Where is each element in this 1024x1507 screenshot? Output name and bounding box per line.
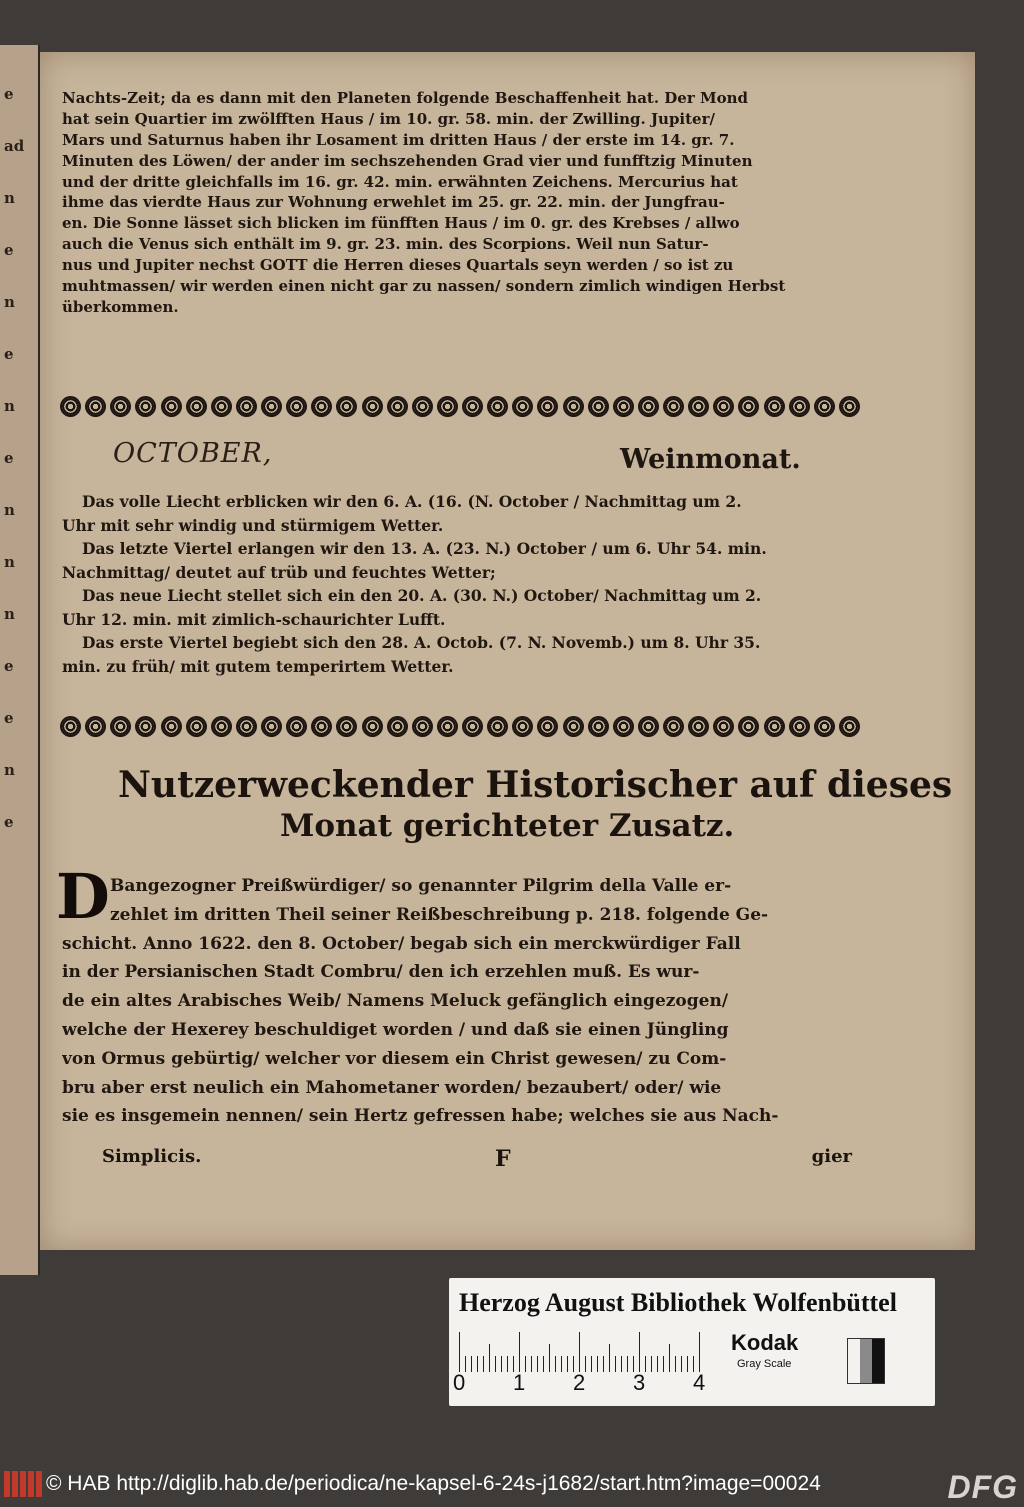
text-line: de ein altes Arabisches Weib/ Namens Meluck gefänglich eingezogen/ [62, 991, 729, 1012]
rosette-ornament-icon [313, 398, 330, 415]
text-line: sie es insgemein nennen/ sein Hertz gefressen habe; welches sie aus Nach- [62, 1106, 779, 1127]
adjacent-page-text-fragment: e [4, 241, 14, 259]
ruler-tick [579, 1332, 580, 1372]
rosette-ornament-icon [766, 398, 783, 415]
rosette-ornament-icon [464, 398, 481, 415]
text-line: auch die Venus sich enthält im 9. gr. 23. min. des Scorpions. Weil nun Satur- [62, 235, 709, 254]
rosette-ornament-icon [539, 718, 556, 735]
rosette-ornament-icon [163, 718, 180, 735]
adjacent-page-text-fragment: n [4, 397, 15, 415]
text-line: Uhr 12. min. mit zimlich-schaurichter Lufft. [62, 609, 446, 629]
rosette-ornament-icon [263, 718, 280, 735]
text-line: Das volle Liecht erblicken wir den 6. A. (16. (N. October / Nachmittag um 2. [82, 492, 742, 511]
text-line: von Ormus gebürtig/ welcher vor diesem ein Christ gewesen/ zu Com- [62, 1048, 727, 1069]
text-line: Bangezogner Preißwürdiger/ so genannter Pilgrim della Valle er- [110, 876, 732, 896]
rosette-ornament-icon [338, 398, 355, 415]
text-line: hat sein Quartier im zwölfften Haus / im 10. gr. 58. min. der Zwilling. Jupiter/ [62, 109, 715, 128]
text-line: bru aber erst neulich ein Mahometaner worden/ bezaubert/ oder/ wie [62, 1077, 722, 1098]
rosette-ornament-icon [489, 398, 506, 415]
text-line: ihme das vierdte Haus zur Wohnung erwehlet im 25. gr. 22. min. der Jungfrau- [62, 193, 725, 212]
month-title-latin: OCTOBER, [113, 438, 273, 469]
rosette-ornament-icon [640, 718, 657, 735]
adjacent-page-text-fragment: e [4, 709, 14, 727]
text-line: Das erste Viertel begiebt sich den 28. A. Octob. (7. N. Novemb.) um 8. Uhr 35. [82, 633, 761, 652]
ornament-divider [62, 711, 858, 741]
ruler-tick [519, 1332, 520, 1372]
text-line: in der Persianischen Stadt Combru/ den ich erzehlen muß. Es wur- [62, 962, 700, 983]
paragraph-moon-phases [62, 490, 874, 678]
rosette-ornament-icon [665, 398, 682, 415]
rosette-ornament-icon [62, 718, 79, 735]
catchword-left: Simplicis. [102, 1146, 202, 1167]
rosette-ornament-icon [740, 398, 757, 415]
drop-cap: D [56, 860, 110, 933]
rosette-ornament-icon [364, 398, 381, 415]
adjacent-page-text-fragment: e [4, 345, 14, 363]
rosette-ornament-icon [188, 398, 205, 415]
text-line: schicht. Anno 1622. den 8. October/ begab sich ein merckwürdiger Fall [62, 933, 741, 954]
rosette-ornament-icon [464, 718, 481, 735]
rosette-ornament-icon [740, 718, 757, 735]
rosette-ornament-icon [188, 718, 205, 735]
rosette-ornament-icon [414, 718, 431, 735]
rosette-ornament-icon [715, 398, 732, 415]
text-line: welche der Hexerey beschuldiget worden / und daß sie einen Jüngling [62, 1019, 729, 1040]
ruler-tick [639, 1332, 640, 1372]
text-line: en. Die Sonne lässet sich blicken im fünfften Haus / im 0. gr. des Krebses / allwo [62, 214, 740, 233]
rosette-ornament-icon [439, 718, 456, 735]
rosette-ornament-icon [690, 398, 707, 415]
ruler-numbers [453, 1370, 723, 1396]
adjacent-page-edge [0, 45, 40, 1275]
adjacent-page-text-fragment: ad [4, 137, 25, 155]
adjacent-page-text-fragment: n [4, 189, 15, 207]
measurement-ruler [459, 1330, 709, 1372]
text-line: min. zu früh/ mit gutem temperirtem Wetter. [62, 656, 454, 676]
rosette-ornament-icon [615, 398, 632, 415]
text-line: Das neue Liecht stellet sich ein den 20. A. (30. N.) October/ Nachmittag um 2. [82, 586, 762, 605]
month-title-german: Weinmonat. [620, 444, 801, 475]
text-line: muhtmassen/ wir werden einen nicht gar zu nassen/ sondern zimlich windigen Herbst [62, 277, 786, 296]
library-color-card [449, 1278, 935, 1406]
rosette-ornament-icon [389, 718, 406, 735]
rosette-ornament-icon [112, 398, 129, 415]
text-line: Minuten des Löwen/ der ander im sechszehenden Grad vier und funfftzig Minuten [62, 151, 753, 170]
ruler-tick [699, 1332, 700, 1372]
rosette-ornament-icon [213, 718, 230, 735]
viewer-footer-bar [0, 1467, 1024, 1507]
rosette-ornament-icon [841, 398, 858, 415]
gray-scale-label: Gray Scale [737, 1358, 792, 1370]
rosette-ornament-icon [514, 718, 531, 735]
text-line: und der dritte gleichfalls im 16. gr. 42. min. erwähnten Zeichens. Mercurius hat [62, 172, 738, 191]
adjacent-page-text-fragment: n [4, 293, 15, 311]
rosette-ornament-icon [791, 398, 808, 415]
rosette-ornament-icon [766, 718, 783, 735]
text-line: nus und Jupiter nechst GOTT die Herren dieses Quartals seyn werden / so ist zu [62, 256, 734, 275]
rosette-ornament-icon [163, 398, 180, 415]
rosette-ornament-icon [590, 718, 607, 735]
rosette-ornament-icon [263, 398, 280, 415]
rosette-ornament-icon [565, 718, 582, 735]
rosette-ornament-icon [640, 398, 657, 415]
adjacent-page-text-fragment: n [4, 501, 15, 519]
rosette-ornament-icon [137, 718, 154, 735]
adjacent-page-text-fragment: e [4, 657, 14, 675]
rosette-ornament-icon [514, 398, 531, 415]
ruler-tick [489, 1344, 490, 1372]
paragraph-history [62, 872, 874, 1131]
text-line: Nachmittag/ deutet auf trüb und feuchtes Wetter; [62, 562, 496, 582]
ruler-tick [459, 1332, 460, 1372]
rosette-ornament-icon [288, 398, 305, 415]
rosette-ornament-icon [489, 718, 506, 735]
adjacent-page-text-fragment: e [4, 449, 14, 467]
adjacent-page-text-fragment: e [4, 85, 14, 103]
rosette-ornament-icon [338, 718, 355, 735]
text-line: Das letzte Viertel erlangen wir den 13. A. (23. N.) October / um 6. Uhr 54. min. [82, 539, 767, 558]
rosette-ornament-icon [816, 718, 833, 735]
adjacent-page-text-fragment: n [4, 605, 15, 623]
ruler-number: 4 [693, 1370, 706, 1395]
text-line: Mars und Saturnus haben ihr Losament im dritten Haus / der erste im 14. gr. 7. [62, 130, 735, 149]
paragraph-quarter-planets [62, 88, 874, 318]
catchword-right: gier [811, 1146, 852, 1167]
rosette-ornament-icon [62, 398, 79, 415]
rosette-ornament-icon [715, 718, 732, 735]
rosette-ornament-icon [288, 718, 305, 735]
rosette-ornament-icon [816, 398, 833, 415]
text-line: Uhr mit sehr windig und stürmigem Wetter. [62, 515, 444, 535]
rosette-ornament-icon [137, 398, 154, 415]
ruler-tick [549, 1344, 550, 1372]
rosette-ornament-icon [539, 398, 556, 415]
rosette-ornament-icon [112, 718, 129, 735]
rosette-ornament-icon [665, 718, 682, 735]
dfg-logo: DFG [947, 1469, 1018, 1505]
rosette-ornament-icon [313, 718, 330, 735]
text-line: überkommen. [62, 297, 179, 316]
rosette-ornament-icon [238, 398, 255, 415]
rosette-ornament-icon [238, 718, 255, 735]
rosette-ornament-icon [364, 718, 381, 735]
signature-mark: F [495, 1146, 511, 1172]
rosette-ornament-icon [841, 718, 858, 735]
rosette-ornament-icon [87, 718, 104, 735]
ruler-tick [609, 1344, 610, 1372]
rosette-ornament-icon [389, 398, 406, 415]
ornament-divider [62, 391, 858, 421]
adjacent-page-text-fragment: e [4, 813, 14, 831]
rosette-ornament-icon [213, 398, 230, 415]
rosette-ornament-icon [439, 398, 456, 415]
kodak-label: Kodak [731, 1330, 799, 1355]
text-line: Nachts-Zeit; da es dann mit den Planeten folgende Beschaffenheit hat. Der Mond [62, 89, 748, 107]
section-heading-line2: Monat gerichteter Zusatz. [280, 808, 735, 844]
adjacent-page-text-fragment: n [4, 761, 15, 779]
text-line: zehlet im dritten Theil seiner Reißbeschreibung p. 218. folgende Ge- [110, 904, 769, 925]
ruler-number: 0 [453, 1370, 466, 1395]
rosette-ornament-icon [87, 398, 104, 415]
page-footer [62, 1146, 852, 1176]
flag-icon [4, 1471, 42, 1497]
ruler-number: 1 [513, 1370, 526, 1395]
ruler-tick [669, 1344, 670, 1372]
rosette-ornament-icon [690, 718, 707, 735]
gray-scale-patch [847, 1338, 885, 1384]
rosette-ornament-icon [414, 398, 431, 415]
rosette-ornament-icon [565, 398, 582, 415]
ruler-number: 2 [573, 1370, 586, 1395]
ruler-number: 3 [633, 1370, 646, 1395]
rosette-ornament-icon [590, 398, 607, 415]
section-heading-line1: Nutzerweckender Historischer auf dieses [118, 764, 953, 806]
copyright-url[interactable]: © HAB http://diglib.hab.de/periodica/ne-kapsel-6-24s-j1682/start.htm?image=00024 [46, 1472, 821, 1495]
adjacent-page-text-fragment: n [4, 553, 15, 571]
library-card-title: Herzog August Bibliothek Wolfenbüttel [459, 1288, 897, 1317]
rosette-ornament-icon [791, 718, 808, 735]
rosette-ornament-icon [615, 718, 632, 735]
